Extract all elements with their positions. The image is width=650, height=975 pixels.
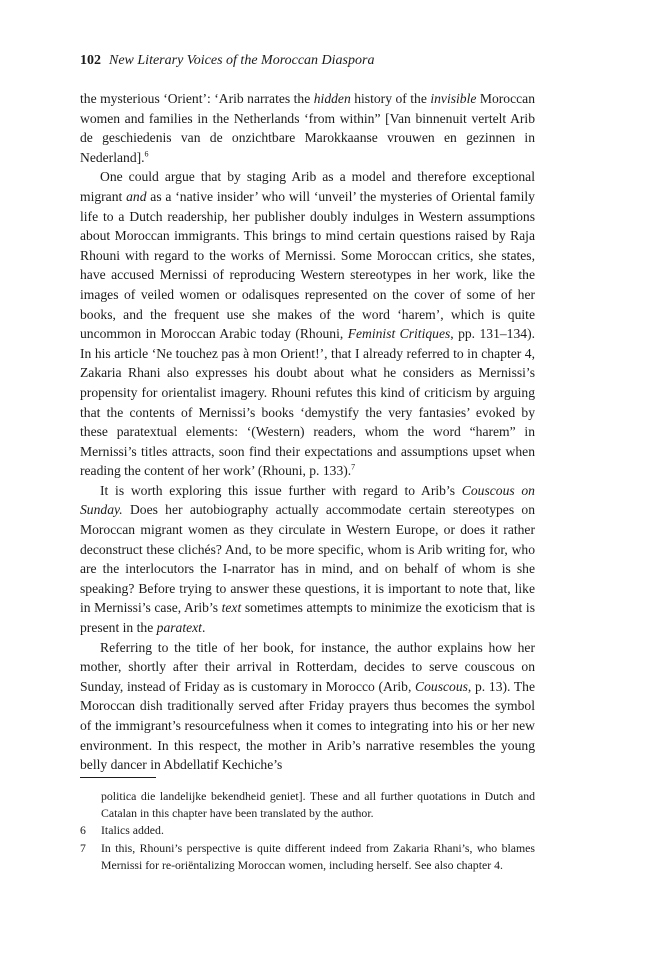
text-run: the mysterious ‘Orient’: ‘Arib narrates the [80, 91, 314, 106]
paragraph-1 [80, 89, 535, 167]
text-run: Does her autobiography actually accommodate certain stereotypes on Moroccan migrant women as they circulate in Western Europe, or does it rather deconstruct these clichés? And, to be more specific, whom is Arib writing for, who are the interlocutors the I-narrator has in mind, and on behalf of whom is she speaking? Before trying to answer these questions, it is important to note that, like in Mernissi’s case, Arib’s [80, 502, 535, 616]
italic-run: hidden [313, 91, 351, 106]
paragraph-4 [80, 638, 535, 775]
footnote-text: politica die landelijke bekendheid geniet]. These and all further quotations in Dutch and Catalan in this chapter have been translated by the author. [101, 789, 535, 821]
text-run: . [201, 620, 206, 636]
footnotes [80, 788, 535, 874]
footnote-6 [80, 822, 535, 839]
italic-run: invisible [430, 91, 477, 106]
text-run: One could argue that by staging Arib as a model and therefore exceptional migrant [80, 169, 535, 204]
text-run: Referring to the title of her book, for instance, the author explains how her mother, shortly after their arrival in Rotterdam, decides to serve couscous on Sunday, instead of Friday as is customary in Morocco (Arib, [80, 639, 535, 694]
footnote-ref-6: 6 [144, 149, 149, 159]
text-run: , pp. 131–134). In his article ‘Ne touchez pas à mon Orient!’, that I already referred to in chapter 4, Zakaria Rhani also expresses his doubt about what he considers as Mernissi’s propensity for orientalist imagery. Rhouni refutes this kind of criticism by arguing that the contents of Mernissi’s books ‘demystify the very fantasies’ evoked by these paratextual elements: ‘(Western) readers, whom the word “harem” in Mernissi’s titles attracts, soon find their expectations and assumptions upset when reading the content of her work’ (Rhouni, p. 133). [80, 326, 535, 479]
italic-run: and [126, 188, 147, 204]
italic-run: paratext [156, 620, 202, 636]
footnote-text: Italics added. [101, 823, 164, 838]
italic-run: Couscous on Sunday. [80, 482, 535, 518]
main-text [80, 89, 535, 775]
footnote-ref-7: 7 [351, 462, 356, 472]
footnote-number: 7 [80, 840, 86, 855]
paragraph-3 [80, 481, 535, 638]
running-header [80, 51, 535, 71]
italic-run: Feminist Critiques [347, 326, 451, 342]
page-number: 102 [80, 53, 101, 68]
italic-run: Couscous [415, 678, 468, 694]
footnote-7 [80, 840, 535, 874]
text-run: history of the [350, 91, 431, 106]
running-title: New Literary Voices of the Moroccan Diaspora [109, 53, 375, 68]
footnote-text: In this, Rhouni’s perspective is quite different indeed from Zakaria Rhani’s, who blames Mernissi for re-oriëntalizing Moroccan women, including herself. See also chapter 4. [101, 840, 535, 872]
text-run: It is worth exploring this issue further with regard to Arib’s [100, 482, 462, 498]
paragraph-2 [80, 167, 535, 481]
footnote-continued [80, 788, 535, 822]
text-run: , p. 13). The Moroccan dish traditionally served after Friday prayers thus becomes the symbol of the immigrant’s resourcefulness when it comes to integrating into his or her new environment. In this respect, the mother in Arib’s narrative resembles the young belly dancer in Abdellatif Kechiche’s [80, 678, 535, 773]
text-run: Moroccan women and families in the Netherlands ‘from within” [Van binnenuit vertelt Arib de geschiedenis van de onzichtbare Marokkaanse vrouwen en gezinnen in Nederland]. [80, 91, 535, 165]
italic-run: text [221, 600, 242, 616]
footnote-number: 6 [80, 823, 86, 838]
footnote-separator [80, 777, 156, 778]
text-run: sometimes attempts to minimize the exoticism that is present in the [80, 600, 535, 636]
footnote-number-blank [80, 788, 101, 822]
text-run: as a ‘native insider’ who will ‘unveil’ the mysteries of Oriental family life to a Dutch readership, her publisher doubly indulges in Western assumptions about Moroccan immigrants. This brings to mind certain questions raised by Raja Rhouni with regard to the works of Mernissi. Some Moroccan critics, she states, have accused Mernissi of reproducing Western stereotypes in her work, like the images of veiled women or odalisques represented on the cover of some of her books, and the frequent use she makes of the word ‘harem’, which is quite uncommon in Moroccan Arabic today (Rhouni, [80, 188, 535, 342]
